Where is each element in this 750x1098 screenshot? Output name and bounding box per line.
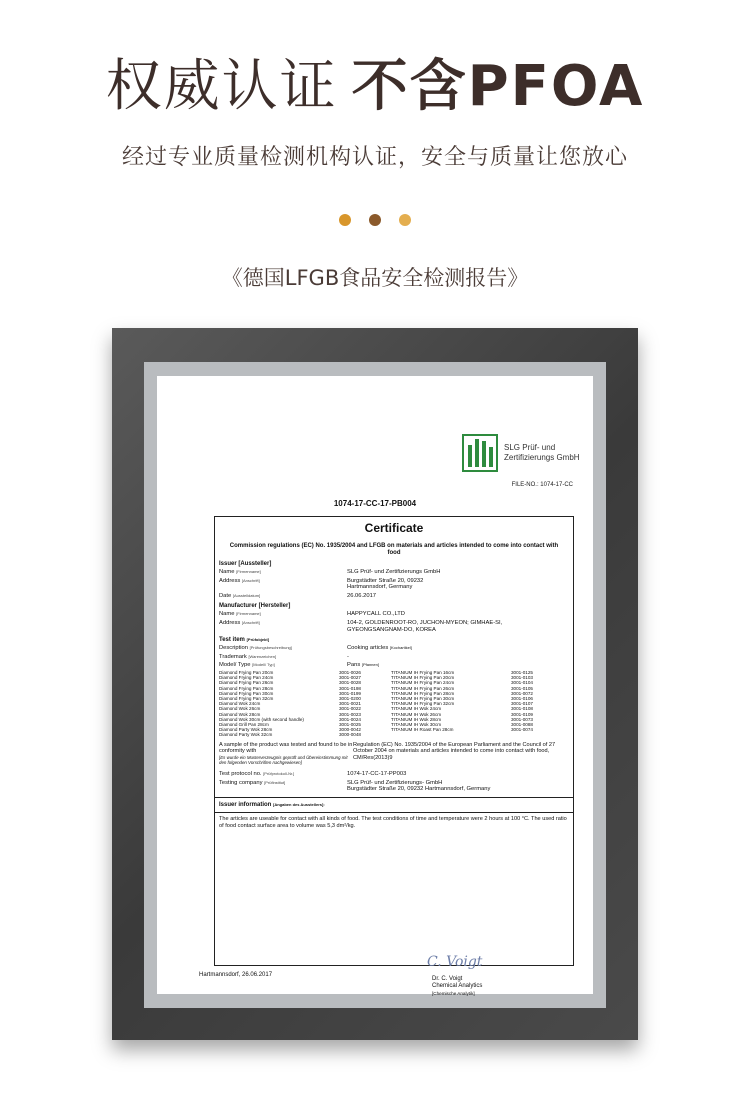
certificate-title: Certificate [364, 521, 424, 535]
slg-logo-icon [462, 434, 498, 472]
issuer-info-heading: Issuer information [Angaben des Ausstellers]: [219, 801, 325, 808]
model-cell: TITANIUM IH Wok 30cm [391, 721, 442, 727]
model-cell: Diamond Party Wok 32cm [219, 732, 273, 738]
model-cell: Diamond Frying Pan 32cm [219, 695, 274, 701]
model-cell: 3001-0109 [511, 711, 533, 717]
issuer-date-row: Date [Ausstelldatum] 26.06.2017 [219, 592, 377, 599]
certificate-subtitle: Commission regulations (EC) No. 1935/2004 and LFGB on materials and articles intended to come into contact with food [229, 543, 559, 556]
model-cell: 3000-0048 [339, 732, 361, 738]
model-cell: 3001-0106 [511, 695, 533, 701]
dot-1 [339, 214, 351, 226]
model-cell: 3001-0198 [339, 685, 361, 691]
issuer-name-row: Name [Firmenname] SLG Prüf- und Zertifizierungs GmbH [219, 569, 441, 575]
report-caption: 《德国LFGB食品安全检测报告》 [221, 266, 529, 290]
model-cell: 3001-0026 [339, 669, 361, 675]
model-cell: 3000-0042 [339, 727, 361, 733]
model-cell: Diamond Frying Pan 30cm [219, 690, 274, 696]
model-cell: 3001-0199 [339, 690, 361, 696]
model-cell: Diamond Frying Pan 28cm [219, 685, 274, 691]
issuer-address-row: Address [Anschrift] Burgstädter Straße 20, 09232 Hartmannsdorf, Germany [219, 577, 424, 591]
certificate-frame [112, 328, 638, 1040]
model-cell: Diamond Wok 24cm [219, 701, 261, 707]
model-cell: TITANIUM IH Wok 26cm [391, 711, 442, 717]
model-cell: 3001-0200 [339, 695, 361, 701]
certificate-body [214, 516, 574, 966]
certificate-paper [157, 376, 593, 994]
model-cell: 3001-0023 [339, 711, 361, 717]
model-cell: TITANIUM IH Frying Pan 16cm [391, 669, 455, 675]
model-cell: 3001-0105 [511, 685, 533, 691]
model-cell: TITANIUM IH Roast Pan 28cm [391, 727, 454, 733]
model-cell: Diamond Frying Pan 26cm [219, 680, 274, 686]
model-cell: 3001-0027 [339, 675, 361, 681]
file-number: FILE-NO.: 1074-17-CC [511, 482, 573, 488]
model-cell: Diamond Wok 28cm [219, 711, 261, 717]
model-cell: TITANIUM IH Frying Pan 26cm [391, 685, 455, 691]
model-cell: Diamond Party Wok 28cm [219, 727, 273, 733]
protocol-row: Test protocol no. [Prüfprotokoll-Nr.] 1074-17-CC-17-PP003 [219, 771, 407, 778]
model-cell: TITANIUM IH Frying Pan 30cm [391, 695, 455, 701]
description-row: Description [Prüfungsbeschreibung] Cooking articles [Kochartikel] [219, 645, 412, 652]
dot-2 [369, 214, 381, 226]
model-cell: Diamond Wok 30cm (with second handle) [219, 716, 304, 722]
model-cell: 3001-0022 [339, 706, 361, 712]
certificate-mat [144, 362, 606, 1008]
headline-authority: 权威认证 [105, 54, 338, 119]
manufacturer-heading: Manufacturer [Hersteller] [219, 603, 291, 610]
dot-3 [399, 214, 411, 226]
model-cell: 3001-0073 [511, 716, 533, 722]
slg-logo-text: SLG Prüf- und Zertifizierungs GmbH [504, 443, 580, 462]
model-cell: 3001-0072 [511, 690, 533, 696]
test-item-heading: Test item [Prüfobjekt] [219, 637, 270, 644]
model-cell: 3001-0088 [511, 721, 533, 727]
model-cell: Diamond Frying Pan 20cm [219, 669, 274, 675]
model-cell: 3001-0103 [511, 675, 533, 681]
model-cell: Diamond Wok 26cm [219, 706, 261, 712]
signature: C. Voigt [427, 954, 483, 970]
model-cell: TITANIUM IH Frying Pan 32cm [391, 701, 455, 707]
headline-pfoa-free: 不含PFOA [351, 54, 645, 119]
signer-block: Dr. C. Voigt Chemical Analytics [Chemische Analytik] [432, 976, 483, 996]
testing-company-row: Testing company [Prüfinstitut] SLG Prüf- und Zertifizierungs- GmbH Burgstädter Straße 20, 09232 Hartmannsdorf, Germany [219, 779, 491, 793]
manufacturer-address-row: Address [Anschrift] 104-2, GOLDENROOT-RO, JUCHON-MYEON; GIMHAE-SI, GYEONGSANGNAM-DO, KOREA [219, 619, 503, 633]
model-cell: 3001-0074 [511, 727, 533, 733]
trademark-row: Trademark [Warenzeichen] - [219, 653, 349, 660]
model-cell: Diamond Frying Pan 24cm [219, 675, 274, 681]
page-subtitle: 经过专业质量检测机构认证，安全与质量让您放心 [121, 145, 628, 170]
issuer-info-text: The articles are useable for contact with all kinds of food. The test conditions of time and temperature were 2 hours at 100 °C. The used ratio of food contact surface area to volume was 5,3 dm²/kg. [219, 815, 567, 829]
decorative-dots [0, 214, 750, 226]
manufacturer-name-row: Name [Firmenname] HAPPYCALL CO.,LTD [219, 611, 405, 618]
model-cell: 3001-0108 [511, 706, 533, 712]
model-cell: Diamond Grill Pan 28cm [219, 721, 269, 727]
model-cell: 3001-0107 [511, 701, 533, 707]
model-cell [391, 732, 511, 737]
model-cell: 3001-0024 [339, 716, 361, 722]
place-date: Hartmannsdorf, 26.06.2017 [199, 972, 273, 978]
model-row: Model/ Type [Modell/ Typ] Pans [Pfannen] [219, 662, 379, 669]
model-cell: 3001-0104 [511, 680, 533, 686]
model-cell: 3001-0025 [339, 721, 361, 727]
model-cell: 3001-0125 [511, 669, 533, 675]
model-cell [511, 732, 561, 737]
model-cell: 3001-0021 [339, 701, 361, 707]
page-headline [0, 42, 750, 122]
model-list [219, 670, 569, 738]
conformity-row: A sample of the product was tested and found to be in conformity with [Es wurde ein Musterverzeugnis geprüft und Übereinstimmung mit den folgenden Vorschriften nachgewiesen] Regulation (EC) No. 1935/2004 of the European Parliament and the Council of 27 October 2004 on materials and articles intended to come into contact with food, CM/Res(2013)9 [219, 741, 556, 765]
slg-logo [462, 434, 580, 472]
issuer-heading: Issuer [Aussteller] [219, 561, 272, 567]
model-cell: TITANIUM IH Wok 24cm [391, 706, 442, 712]
model-cell: TITANIUM IH Wok 28cm [391, 716, 442, 722]
model-cell: TITANIUM IH Frying Pan 20cm [391, 675, 455, 681]
model-cell: TITANIUM IH Frying Pan 24cm [391, 680, 455, 686]
model-cell: TITANIUM IH Frying Pan 28cm [391, 690, 455, 696]
model-cell: 3001-0028 [339, 680, 361, 686]
certificate-number: 1074-17-CC-17-PB004 [333, 499, 417, 508]
